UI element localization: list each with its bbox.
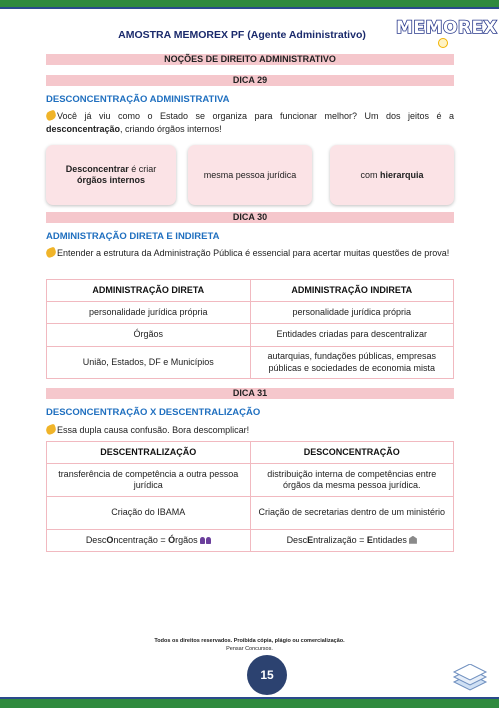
table-cell: personalidade jurídica própria (250, 302, 454, 324)
table-header: ADMINISTRAÇÃO INDIRETA (250, 280, 454, 302)
tip-30-intro: Entender a estrutura da Administração Pública é essencial para acertar muitas questões de prova! (46, 247, 454, 260)
top-green-bar (0, 0, 499, 7)
mnemonic-cell-entidades: DescEntralização = Entidades (250, 530, 454, 552)
bank-icon (409, 536, 417, 544)
table-cell: Órgãos (47, 324, 251, 347)
concept-card-hierarquia: com hierarquia (330, 145, 454, 205)
table-cell: Criação de secretarias dentro de um ministério (250, 497, 454, 530)
document-header-title: AMOSTRA MEMOREX PF (Agente Administrativo) (118, 29, 366, 41)
tip-29-intro: Você já viu como o Estado se organiza para funcionar melhor? Um dos jeitos é a desconcentração, criando órgãos internos! (46, 111, 454, 134)
lightbulb-icon (438, 38, 448, 48)
tip-31-intro: Essa dupla causa confusão. Bora descomplicar! (46, 424, 454, 437)
table-header: DESCENTRALIZAÇÃO (47, 442, 251, 464)
tip-30-title: ADMINISTRAÇÃO DIRETA E INDIRETA (46, 231, 220, 242)
tip-band-31: DICA 31 (46, 388, 454, 399)
footer-rights: Todos os direitos reservados. Proibida cópia, plágio ou comercialização. (154, 638, 345, 644)
footer-brand: Pensar Concursos. (226, 646, 273, 652)
pointing-hand-icon (45, 424, 57, 436)
memorex-logo-text: MEMOREX (396, 18, 498, 38)
pointing-hand-icon (45, 110, 57, 122)
stacked-books-icon (452, 664, 488, 692)
descentralizacao-desconcentracao-table (46, 441, 454, 552)
concept-card-mesma-pessoa: mesma pessoa jurídica (188, 145, 312, 205)
table-cell: personalidade jurídica própria (47, 302, 251, 324)
pointing-hand-icon (45, 247, 57, 259)
memorex-logo (396, 12, 498, 48)
direta-indireta-table (46, 279, 454, 379)
table-header: DESCONCENTRAÇÃO (250, 442, 454, 464)
table-cell: Entidades criadas para descentralizar (250, 324, 454, 347)
tip-31-title: DESCONCENTRAÇÃO X DESCENTRALIZAÇÃO (46, 407, 261, 418)
page-number: 15 (247, 655, 287, 695)
people-icon (200, 537, 211, 544)
table-cell: autarquias, fundações públicas, empresas públicas e sociedades de economia mista (250, 347, 454, 379)
tip-band-30: DICA 30 (46, 212, 454, 223)
table-cell: Criação do IBAMA (47, 497, 251, 530)
table-cell: transferência de competência a outra pessoa jurídica (47, 464, 251, 497)
table-header: ADMINISTRAÇÃO DIRETA (47, 280, 251, 302)
bottom-green-bar (0, 699, 499, 708)
tip-band-29: DICA 29 (46, 75, 454, 86)
concept-card-desconcentrar: Desconcentrar é criar órgãos internos (46, 145, 176, 205)
table-cell: União, Estados, DF e Municípios (47, 347, 251, 379)
table-cell: distribuição interna de competências entre órgãos da mesma pessoa jurídica. (250, 464, 454, 497)
subject-band: NOÇÕES DE DIREITO ADMINISTRATIVO (46, 54, 454, 65)
mnemonic-cell-orgaos: DescOncentração = Órgãos (47, 530, 251, 552)
top-blue-line (0, 7, 499, 9)
tip-29-title: DESCONCENTRAÇÃO ADMINISTRATIVA (46, 94, 230, 105)
